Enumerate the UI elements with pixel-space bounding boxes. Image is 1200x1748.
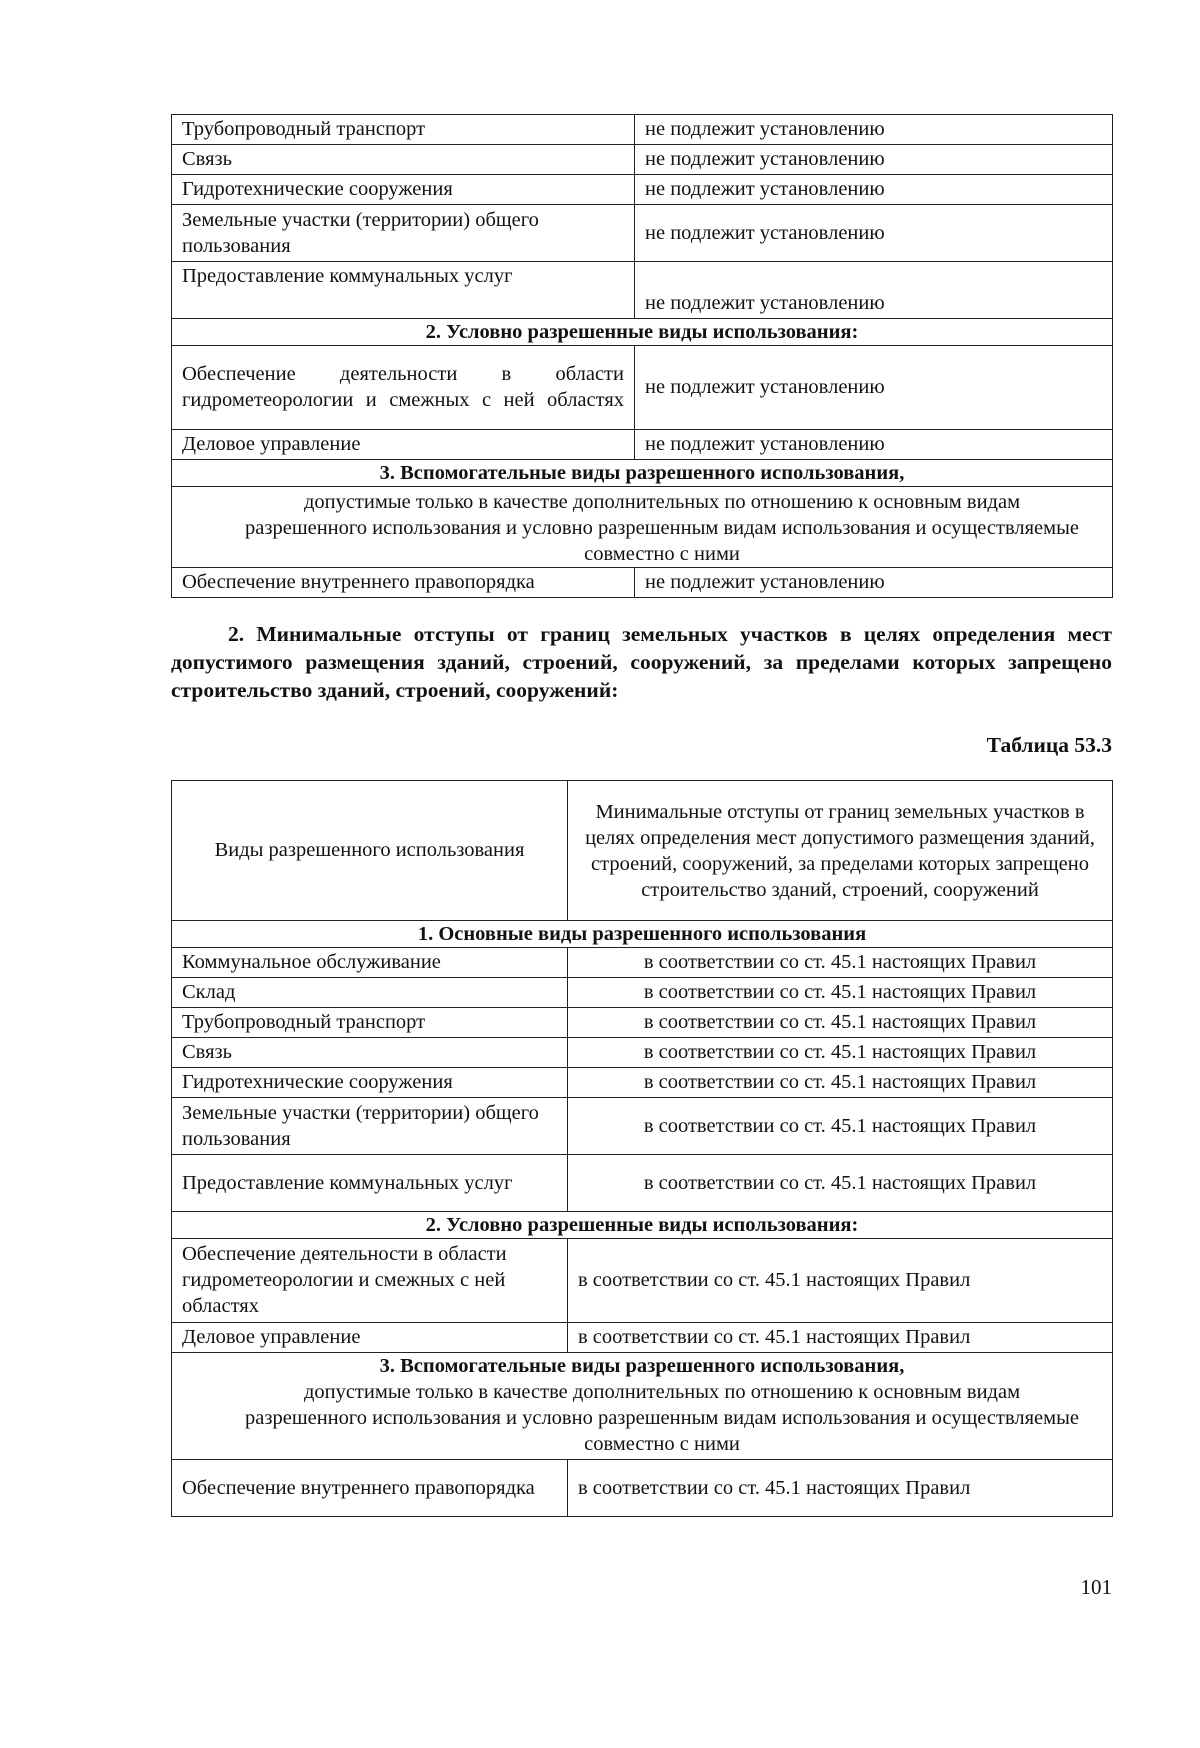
- use-cell: Обеспечение внутреннего правопорядка: [172, 568, 635, 598]
- value-cell: в соответствии со ст. 45.1 настоящих Правил: [568, 1155, 1113, 1212]
- value-cell: в соответствии со ст. 45.1 настоящих Правил: [568, 1008, 1113, 1038]
- use-cell: Деловое управление: [172, 430, 635, 460]
- value-cell: в соответствии со ст. 45.1 настоящих Правил: [568, 1239, 1113, 1323]
- value-cell: в соответствии со ст. 45.1 настоящих Правил: [568, 1323, 1113, 1353]
- table-row: [172, 568, 1113, 598]
- use-cell: Обеспечение внутреннего правопорядка: [172, 1460, 568, 1517]
- section-header-row: [172, 460, 1113, 487]
- table-row: [172, 1038, 1113, 1068]
- value-cell: в соответствии со ст. 45.1 настоящих Правил: [568, 1098, 1113, 1155]
- use-cell: Предоставление коммунальных услуг: [172, 1155, 568, 1212]
- section-2-title: 2. Условно разрешенные виды использования:: [172, 319, 1113, 346]
- value-cell: в соответствии со ст. 45.1 настоящих Правил: [568, 1068, 1113, 1098]
- section-3-title: 3. Вспомогательные виды разрешенного использования,: [172, 1353, 1113, 1380]
- use-cell: Склад: [172, 978, 568, 1008]
- table-row: [172, 1460, 1113, 1517]
- page-number: 101: [1080, 1575, 1112, 1599]
- use-cell: Деловое управление: [172, 1323, 568, 1353]
- value-cell: не подлежит установлению: [635, 175, 1113, 205]
- section-header-row: [172, 319, 1113, 346]
- value-cell: не подлежит установлению: [635, 115, 1113, 145]
- value-cell: в соответствии со ст. 45.1 настоящих Правил: [568, 948, 1113, 978]
- section-header-row: [172, 921, 1113, 948]
- value-cell: в соответствии со ст. 45.1 настоящих Правил: [568, 1460, 1113, 1517]
- table-row: [172, 978, 1113, 1008]
- use-cell: Гидротехнические сооружения: [172, 175, 635, 205]
- column-header-setback: Минимальные отступы от границ земельных участков в целях определения мест допустимого размещения зданий, строений, сооружений, за пределами которых запрещено строительство зданий, строений, сооружений: [568, 781, 1113, 921]
- table-row: [172, 430, 1113, 460]
- table-row: [172, 145, 1113, 175]
- section-3-subtitle: допустимые только в качестве дополнительных по отношению к основным видам разрешенного использования и условно разрешенным видам использования и осуществляемые совместно с ними: [172, 487, 1113, 568]
- table-row: [172, 346, 1113, 430]
- use-cell: Гидротехнические сооружения: [172, 1068, 568, 1098]
- value-cell: в соответствии со ст. 45.1 настоящих Правил: [568, 978, 1113, 1008]
- table-row: [172, 205, 1113, 262]
- value-cell: в соответствии со ст. 45.1 настоящих Правил: [568, 1038, 1113, 1068]
- table-header-row: [172, 781, 1113, 921]
- section-subtitle-row: [172, 1379, 1113, 1460]
- value-cell: не подлежит установлению: [635, 568, 1113, 598]
- section-subtitle-row: [172, 487, 1113, 568]
- section-header-row: [172, 1353, 1113, 1380]
- section-1-title: 1. Основные виды разрешенного использования: [172, 921, 1113, 948]
- value-cell: не подлежит установлению: [635, 145, 1113, 175]
- section-3-title: 3. Вспомогательные виды разрешенного использования,: [172, 460, 1113, 487]
- minimum-setbacks-table: [171, 780, 1113, 1517]
- table-row: [172, 1239, 1113, 1323]
- section-3-subtitle: допустимые только в качестве дополнительных по отношению к основным видам разрешенного использования и условно разрешенным видам использования и осуществляемые совместно с ними: [172, 1379, 1113, 1460]
- section-2-title: 2. Условно разрешенные виды использования:: [172, 1212, 1113, 1239]
- use-cell: Земельные участки (территории) общего пользования: [172, 1098, 568, 1155]
- table-row: [172, 1323, 1113, 1353]
- value-cell: не подлежит установлению: [635, 262, 1113, 319]
- use-cell: Коммунальное обслуживание: [172, 948, 568, 978]
- value-cell: не подлежит установлению: [635, 205, 1113, 262]
- value-cell: не подлежит установлению: [635, 346, 1113, 430]
- section-heading-minimum-setbacks: 2. Минимальные отступы от границ земельных участков в целях определения мест допустимого размещения зданий, строений, сооружений, за пределами которых запрещено строительство зданий, строений, сооружений:: [171, 622, 1112, 702]
- permitted-use-table-continuation: [171, 114, 1113, 598]
- table-row: [172, 1068, 1113, 1098]
- use-cell: Обеспечение деятельности в области гидрометеорологии и смежных с ней областях: [172, 1239, 568, 1323]
- use-cell: Связь: [172, 1038, 568, 1068]
- section-header-row: [172, 1212, 1113, 1239]
- table-row: [172, 1155, 1113, 1212]
- use-cell: Предоставление коммунальных услуг: [172, 262, 635, 319]
- table-row: [172, 1098, 1113, 1155]
- use-cell: Трубопроводный транспорт: [172, 1008, 568, 1038]
- use-cell: Земельные участки (территории) общего пользования: [172, 205, 635, 262]
- table-row: [172, 948, 1113, 978]
- table-row: [172, 262, 1113, 319]
- value-cell: не подлежит установлению: [635, 430, 1113, 460]
- use-cell: Трубопроводный транспорт: [172, 115, 635, 145]
- use-cell: Обеспечение деятельности в области гидрометеорологии и смежных с ней областях: [172, 346, 635, 430]
- use-cell: Связь: [172, 145, 635, 175]
- table-row: [172, 1008, 1113, 1038]
- column-header-use: Виды разрешенного использования: [172, 781, 568, 921]
- table-row: [172, 115, 1113, 145]
- table-row: [172, 175, 1113, 205]
- table-caption: Таблица 53.3: [986, 733, 1112, 757]
